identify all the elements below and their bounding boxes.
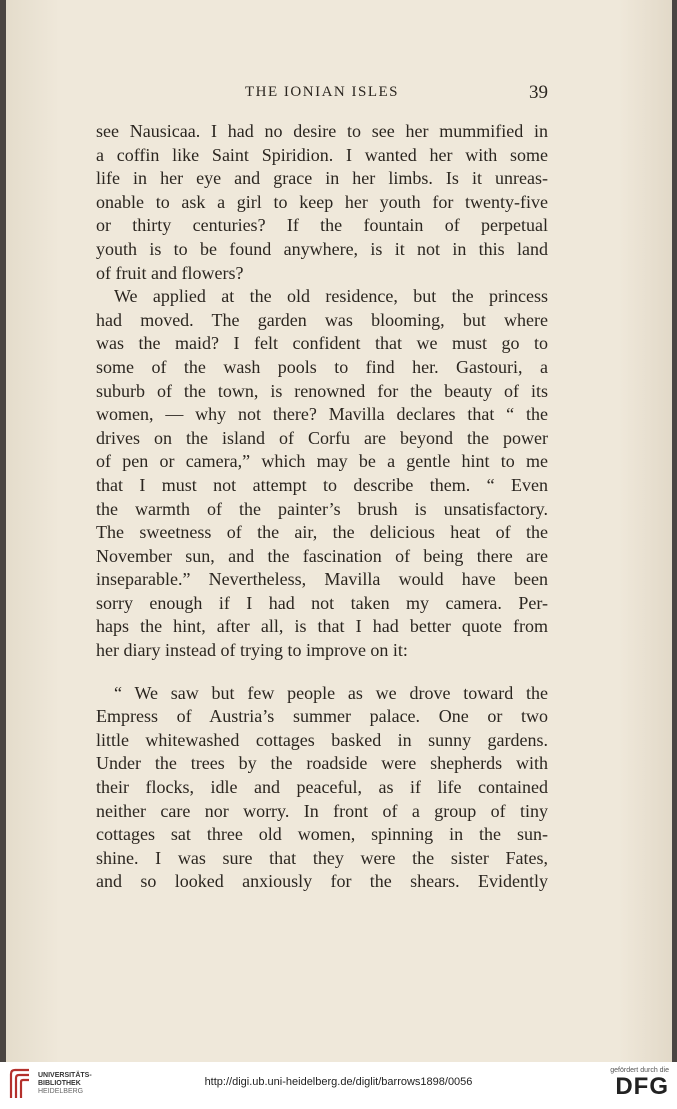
- page-number: 39: [529, 82, 548, 103]
- library-name-line: HEIDELBERG: [38, 1088, 84, 1095]
- text-line: suburb of the town, is renowned for the beauty of its: [96, 380, 548, 401]
- text-line: of fruit and flowers?: [96, 262, 244, 283]
- text-line: of pen or camera,” which may be a gentle hint to me: [96, 451, 548, 472]
- text-line: a coffin like Saint Spiridion. I wanted her with some: [96, 144, 548, 165]
- source-url-link[interactable]: http://digi.ub.uni-heidelberg.de/diglit/barrows1898/0056: [204, 1076, 473, 1088]
- library-name-line: UNIVERSITÄTS-: [38, 1072, 92, 1079]
- text-line: that I must not attempt to describe them. “ Even: [96, 474, 548, 495]
- text-line: her diary instead of trying to improve on it:: [96, 640, 408, 661]
- running-header: [96, 82, 548, 108]
- text-line: and so looked anxiously for the shears. Evidently: [96, 871, 548, 892]
- text-line: drives on the island of Corfu are beyond the power: [96, 427, 548, 448]
- text-line: little whitewashed cottages basked in sunny gardens.: [96, 729, 548, 750]
- funder-caption: gefördert durch die: [610, 1067, 669, 1074]
- library-name-line: BIBLIOTHEK: [38, 1080, 81, 1087]
- text-line: had moved. The garden was blooming, but where: [96, 309, 548, 330]
- text-line: haps the hint, after all, is that I had better quote from: [96, 616, 548, 637]
- text-line: cottages sat three old women, spinning in the sun-: [96, 824, 548, 845]
- text-line: see Nausicaa. I had no desire to see her mummified in: [96, 121, 548, 141]
- text-line: inseparable.” Nevertheless, Mavilla would have been: [96, 569, 548, 590]
- text-line: some of the wash pools to find her. Gastouri, a: [96, 356, 548, 377]
- text-line: “ We saw but few people as we drove toward the: [114, 682, 548, 703]
- text-line: Under the trees by the roadside were shepherds with: [96, 753, 548, 774]
- digitization-footer: [0, 1062, 677, 1109]
- chapter-title: THE IONIAN ISLES: [245, 84, 399, 100]
- text-line: women, — why not there? Mavilla declares that “ the: [96, 404, 548, 425]
- text-line: the warmth of the painter’s brush is unsatisfactory.: [96, 498, 548, 519]
- text-line: or thirty centuries? If the fountain of perpetual: [96, 215, 548, 236]
- text-line: was the maid? I felt confident that we must go to: [96, 333, 548, 354]
- funder-block: [610, 1067, 669, 1100]
- paragraph-gap: [96, 663, 548, 682]
- text-line: onable to ask a girl to keep her youth for twenty-five: [96, 191, 548, 212]
- text-line: life in her eye and grace in her limbs. Is it unreas-: [96, 168, 548, 189]
- text-line: The sweetness of the air, the delicious heat of the: [96, 522, 548, 543]
- text-line: shine. I was sure that they were the sister Fates,: [96, 847, 548, 868]
- text-line: their flocks, idle and peaceful, as if life contained: [96, 777, 548, 798]
- text-line: youth is to be found anywhere, is it not in this land: [96, 238, 548, 259]
- text-line: neither care nor worry. In front of a group of tiny: [96, 800, 548, 821]
- text-line: November sun, and the fascination of being there are: [96, 545, 548, 566]
- dfg-logo: DFG: [615, 1073, 669, 1100]
- text-line: Empress of Austria’s summer palace. One or two: [96, 706, 548, 727]
- body-text: [96, 120, 548, 894]
- text-line: sorry enough if I had not taken my camera. Per-: [96, 592, 548, 613]
- book-page: [6, 0, 672, 1062]
- text-line: We applied at the old residence, but the princess: [114, 286, 548, 307]
